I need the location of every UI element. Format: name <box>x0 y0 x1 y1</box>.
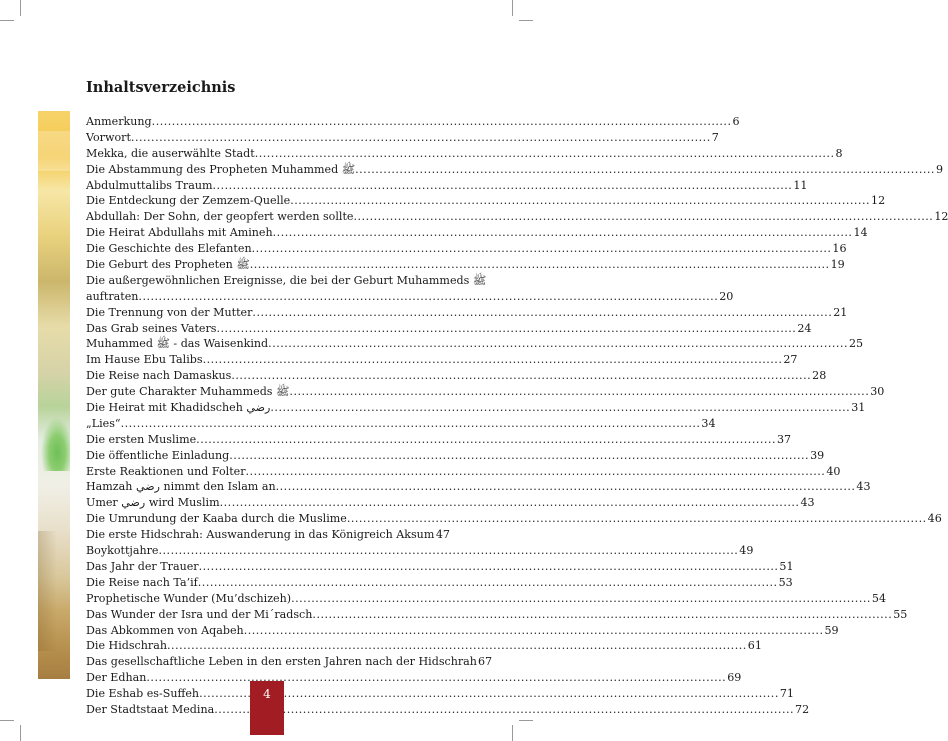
dot-leader <box>347 511 927 527</box>
toc-entry-title: „Lies“ <box>86 416 121 430</box>
toc-entry-title: Anmerkung <box>86 115 152 128</box>
toc-entry-page: 28 <box>812 369 827 383</box>
dot-leader <box>244 623 824 639</box>
toc-entry-title: Die Reise nach Damaskus <box>86 369 232 383</box>
crop-mark-left-bottom <box>0 720 14 721</box>
dot-leader <box>152 114 732 130</box>
dot-leader <box>276 479 856 495</box>
toc-entry[interactable] <box>86 400 866 416</box>
arch-shadow <box>38 531 70 651</box>
toc-entry-page: 55 <box>893 607 908 621</box>
toc-entry[interactable] <box>86 209 948 225</box>
toc-entry[interactable] <box>86 527 450 543</box>
dot-leader <box>231 368 811 384</box>
page-title: Inhaltsverzeichnis <box>86 79 236 96</box>
page-number: 4 <box>263 687 271 701</box>
toc-entry-title: auftraten <box>86 289 139 303</box>
minaret-silhouette <box>38 131 70 171</box>
dot-leader <box>312 607 892 623</box>
toc-entry-title: Abdullah: Der Sohn, der geopfert werden sollte <box>86 210 354 224</box>
dot-leader <box>199 686 779 702</box>
toc-entry-page: 9 <box>935 162 943 176</box>
crop-mark-left-top <box>0 20 14 21</box>
toc-entry-title: Die außergewöhnlichen Ereignisse, die bei der Geburt Muhammeds ﷺ <box>86 273 487 287</box>
dot-leader <box>290 193 870 209</box>
toc-entry[interactable] <box>86 607 908 623</box>
dot-leader <box>229 448 809 464</box>
toc-entry-page: 8 <box>835 146 843 160</box>
toc-entry-page: 67 <box>477 655 493 669</box>
toc-entry[interactable] <box>86 654 493 670</box>
dot-leader <box>268 336 848 352</box>
toc-entry-title: Prophetische Wunder (Mu’dschizeh) <box>86 591 292 605</box>
toc-entry-title: Das gesellschaftliche Leben in den ersten Jahren nach der Hidschrah <box>86 655 477 669</box>
toc-entry[interactable] <box>86 464 841 480</box>
toc-entry-title: Die öffentliche Einladung <box>86 448 230 462</box>
toc-entry[interactable] <box>86 193 886 209</box>
dot-leader <box>167 638 747 654</box>
toc-entry[interactable] <box>86 257 845 273</box>
toc-entry-page: 11 <box>793 178 808 192</box>
toc-entry-page: 27 <box>783 353 798 367</box>
dot-leader <box>273 225 853 241</box>
toc-entry-page: 40 <box>826 464 841 478</box>
toc-entry[interactable] <box>86 130 719 146</box>
toc-entry-page: 53 <box>778 575 793 589</box>
crop-mark-top-left <box>20 0 21 16</box>
toc-entry-title: Im Hause Ebu Talibs <box>86 353 203 367</box>
toc-entry-title: Die Geschichte des Elefanten <box>86 242 252 256</box>
toc-entry[interactable] <box>86 623 839 639</box>
dot-leader <box>199 559 779 575</box>
toc-entry-title: Die Reise nach Ta’if <box>86 575 198 589</box>
toc-entry[interactable] <box>86 368 827 384</box>
toc-entry[interactable] <box>86 321 812 337</box>
toc-entry-page: 43 <box>856 480 871 494</box>
toc-entry-title: Das Jahr der Trauer <box>86 559 199 573</box>
toc-entry-title: Die Geburt des Propheten ﷺ <box>86 258 250 272</box>
toc-entry-page: 24 <box>797 321 812 335</box>
toc-entry-title: Der gute Charakter Muhammeds ﷺ <box>86 385 290 399</box>
dot-leader <box>255 146 835 162</box>
crop-mark-bottom-left <box>20 725 21 741</box>
toc-entry-page: 16 <box>832 242 847 256</box>
toc-entry-title: Das Grab seines Vaters <box>86 321 217 335</box>
toc-entry-title: Das Wunder der Isra und der Mi´radsch <box>86 607 313 621</box>
dot-leader <box>217 321 797 337</box>
toc-entry[interactable] <box>86 114 740 130</box>
dot-leader <box>131 130 711 146</box>
toc-entry-page: 43 <box>800 496 815 510</box>
toc-entry[interactable] <box>86 225 868 241</box>
toc-entry[interactable] <box>86 591 887 607</box>
toc-entry[interactable] <box>86 479 871 495</box>
toc-entry-page: 71 <box>779 687 794 701</box>
toc-entry-page: 34 <box>701 416 716 430</box>
toc-entry[interactable] <box>86 495 815 511</box>
toc-entry-page: 49 <box>739 544 754 558</box>
toc-entry-title: Abdulmuttalibs Traum <box>86 178 213 192</box>
dot-leader <box>220 495 800 511</box>
toc-entry[interactable] <box>86 305 848 321</box>
toc-entry-title: Die Heirat mit Khadidscheh رضي <box>86 401 271 415</box>
toc-entry-title: Umer رضي wird Muslim <box>86 496 220 510</box>
mosque-dome-shape <box>38 411 70 471</box>
toc-entry-page: 25 <box>848 337 864 351</box>
dot-leader <box>270 400 850 416</box>
toc-entry[interactable] <box>86 511 942 527</box>
toc-entry-page: 47 <box>435 528 450 542</box>
dot-leader <box>146 670 726 686</box>
dot-leader <box>213 178 793 194</box>
toc-entry-page: 31 <box>851 401 866 415</box>
toc-entry[interactable] <box>86 575 793 591</box>
dot-leader <box>252 305 832 321</box>
toc-entry[interactable] <box>86 162 943 178</box>
dot-leader <box>138 289 718 305</box>
toc-entry-title: Die Heirat Abdullahs mit Amineh <box>86 226 273 240</box>
toc-entry-title: Boykottjahre <box>86 544 159 558</box>
dot-leader <box>252 241 832 257</box>
dot-leader <box>198 575 778 591</box>
toc-entry-title: Die ersten Muslime <box>86 432 197 446</box>
dot-leader <box>158 543 738 559</box>
toc-entry[interactable] <box>86 559 794 575</box>
table-of-contents <box>86 114 948 718</box>
crop-mark-bottom-right <box>512 725 513 741</box>
toc-entry[interactable] <box>86 352 798 368</box>
toc-entry-title: Der Edhan <box>86 671 147 685</box>
toc-entry[interactable] <box>86 638 762 654</box>
toc-entry-title: Die Eshab es-Suffeh <box>86 687 200 701</box>
toc-entry-page: 54 <box>871 591 887 605</box>
toc-entry[interactable] <box>86 432 792 448</box>
toc-entry-title: Das Abkommen von Aqabeh <box>86 623 244 637</box>
crop-mark-top-right <box>512 0 513 16</box>
toc-entry-page: 6 <box>732 115 740 128</box>
toc-entry-title: Die Entdeckung der Zemzem-Quelle <box>86 194 291 208</box>
toc-entry[interactable] <box>86 336 864 352</box>
dot-leader <box>246 464 826 480</box>
toc-entry-title: Muhammed ﷺ - das Waisenkind <box>86 337 269 351</box>
toc-entry-title: Mekka, die auserwählte Stadt <box>86 146 255 160</box>
toc-entry-page: 19 <box>830 258 845 272</box>
toc-entry-title: Die erste Hidschrah: Auswanderung in das Königreich Aksum <box>86 528 435 542</box>
toc-entry-page: 14 <box>853 226 868 240</box>
dot-leader <box>291 591 871 607</box>
toc-entry-title: Die Abstammung des Propheten Muhammed ﷺ <box>86 162 356 176</box>
toc-entry-page: 51 <box>779 559 794 573</box>
toc-entry[interactable] <box>86 289 734 305</box>
toc-entry-title: Erste Reaktionen und Folter <box>86 464 246 478</box>
toc-entry[interactable] <box>86 241 847 257</box>
toc-entry-page: 69 <box>727 671 742 685</box>
toc-entry-page: 72 <box>795 702 810 716</box>
dot-leader <box>354 209 934 225</box>
toc-entry-title: Die Umrundung der Kaaba durch die Muslime <box>86 512 347 526</box>
dot-leader <box>203 352 783 368</box>
toc-entry[interactable] <box>86 384 885 400</box>
crop-mark-right-top <box>519 20 533 21</box>
toc-entry-page: 37 <box>776 432 792 446</box>
dot-leader <box>355 162 935 178</box>
toc-entry[interactable] <box>86 416 716 432</box>
toc-entry-title: Hamzah رضي nimmt den Islam an <box>86 480 276 494</box>
toc-entry-page: 12 <box>871 194 886 208</box>
toc-entry-page: 59 <box>824 623 839 637</box>
toc-entry-title: Vorwort <box>86 130 131 144</box>
page-number-badge <box>250 681 284 735</box>
toc-entry-title: Die Trennung von der Mutter <box>86 305 253 319</box>
toc-entry-page: 46 <box>927 512 942 526</box>
toc-entry-page: 20 <box>719 289 734 303</box>
decorative-image-strip <box>38 111 70 679</box>
toc-entry-page: 7 <box>711 130 719 144</box>
dot-leader <box>214 702 794 718</box>
toc-entry[interactable] <box>86 273 487 289</box>
dot-leader <box>121 416 701 432</box>
toc-entry-page: 30 <box>870 385 885 399</box>
crop-mark-right-bottom <box>519 720 533 721</box>
toc-entry-title: Der Stadtstaat Medina <box>86 702 215 716</box>
toc-entry-title: Die Hidschrah <box>86 639 167 653</box>
toc-entry-page: 12 <box>934 210 948 224</box>
dot-leader <box>289 384 869 400</box>
toc-entry[interactable] <box>86 543 754 559</box>
dot-leader <box>196 432 776 448</box>
toc-entry-page: 61 <box>747 639 762 653</box>
toc-entry[interactable] <box>86 448 825 464</box>
toc-entry-page: 39 <box>810 448 825 462</box>
toc-entry-page: 21 <box>833 305 848 319</box>
toc-entry[interactable] <box>86 178 808 194</box>
dot-leader <box>250 257 830 273</box>
toc-entry[interactable] <box>86 146 843 162</box>
